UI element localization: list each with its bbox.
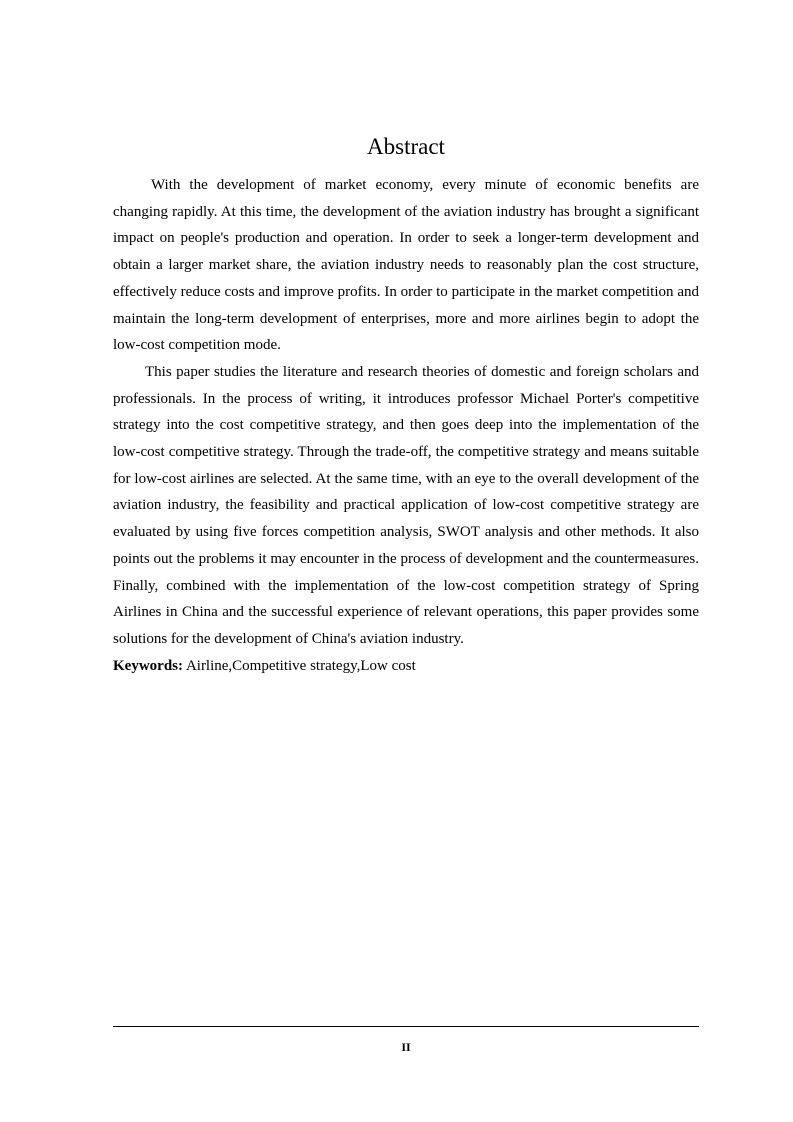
footer-divider <box>113 1026 699 1027</box>
abstract-paragraph-1: With the development of market economy, every minute of economic benefits are changing rapidly. At this time, the development of the aviation industry has brought a significant impact on people's production and operation. In order to seek a longer-term development and obtain a larger market share, the aviation industry needs to reasonably plan the cost structure, effectively reduce costs and improve profits. In order to participate in the market competition and maintain the long-term development of enterprises, more and more airlines begin to adopt the low-cost competition mode. <box>113 177 699 354</box>
abstract-body <box>113 172 699 679</box>
keywords-value: Airline,Competitive strategy,Low cost <box>185 657 416 674</box>
page-number: II <box>401 1040 411 1054</box>
abstract-title: Abstract <box>367 134 445 159</box>
abstract-paragraph-2: This paper studies the literature and research theories of domestic and foreign scholars and professionals. In the process of writing, it introduces professor Michael Porter's competitive strategy into the cost competitive strategy, and then goes deep into the implementation of the low-cost competitive strategy. Through the trade-off, the competitive strategy and means suitable for low-cost airlines are selected. At the same time, with an eye to the overall development of the aviation industry, the feasibility and practical application of low-cost competitive strategy are evaluated by using five forces competition analysis, SWOT analysis and other methods. It also points out the problems it may encounter in the process of development and the countermeasures. Finally, combined with the implementation of the low-cost competition strategy of Spring Airlines in China and the successful experience of relevant operations, this paper provides some solutions for the development of China's aviation industry. <box>113 363 699 647</box>
keywords-line <box>113 653 699 680</box>
keywords-label: Keywords: <box>113 657 183 674</box>
